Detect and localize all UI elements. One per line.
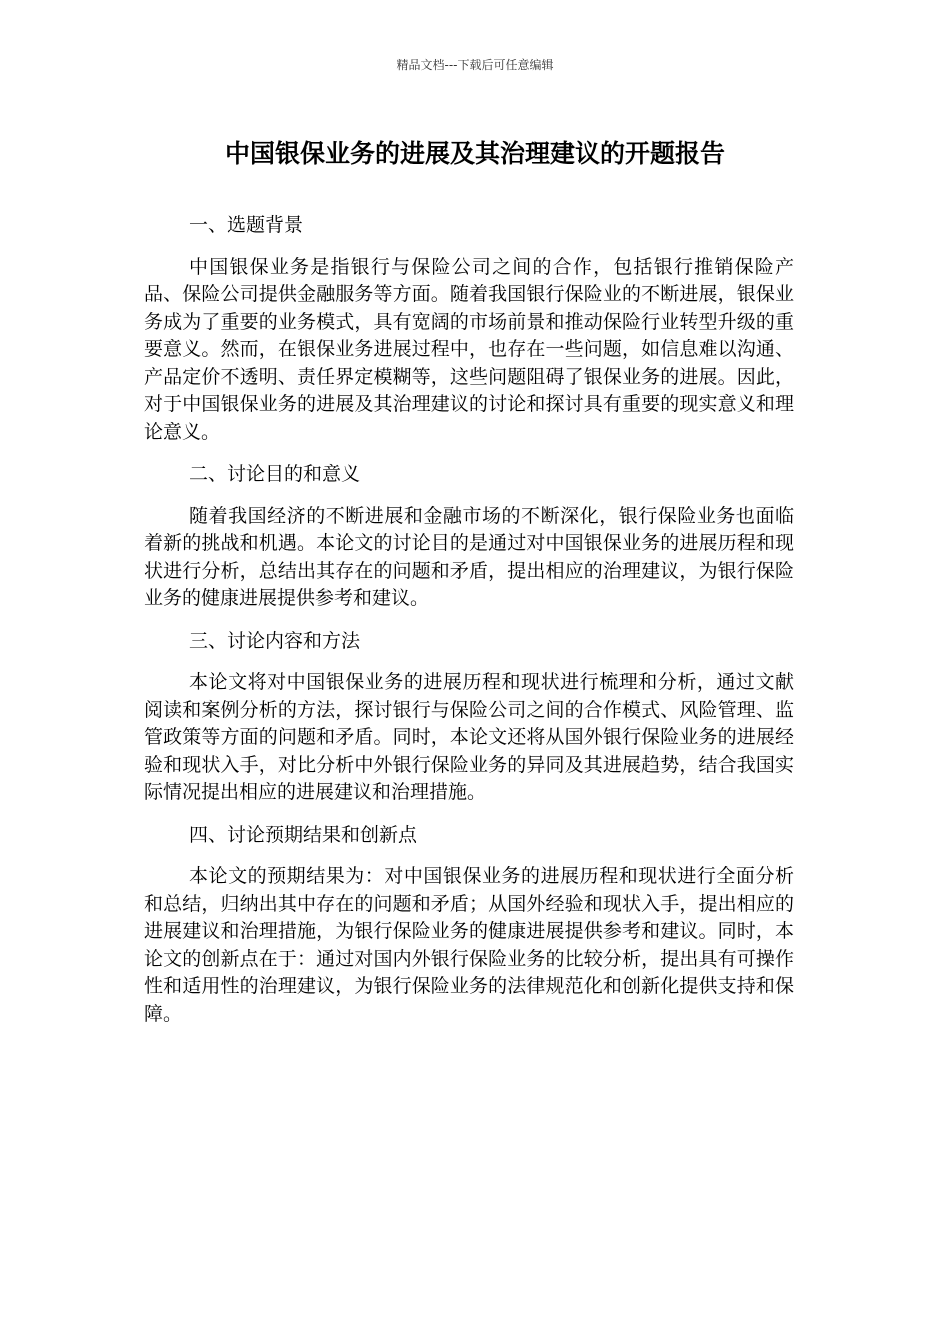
section-expected-results (144, 822, 794, 1029)
section-paragraph: 中国银保业务是指银行与保险公司之间的合作，包括银行推销保险产品、保险公司提供金融服务等方面。随着我国银行保险业的不断进展，银保业务成为了重要的业务模式，具有宽阔的市场前景和推动保险行业转型升级的重要意义。然而，在银保业务进展过程中，也存在一些问题，如信息难以沟通、产品定价不透明、责任界定模糊等，这些问题阻碍了银保业务的进展。因此，对于中国银保业务的进展及其治理建议的讨论和探讨具有重要的现实意义和理论意义。 (144, 255, 794, 443)
section-paragraph: 本论文将对中国银保业务的进展历程和现状进行梳理和分析，通过文献阅读和案例分析的方法，探讨银行与保险公司之间的合作模式、风险管理、监管政策等方面的问题和矛盾。同时，本论文还将从国外银行保险业务的进展经验和现状入手，对比分析中外银行保险业务的异同及其进展趋势，结合我国实际情况提出相应的进展建议和治理措施。 (144, 671, 794, 803)
section-heading: 四、讨论预期结果和创新点 (189, 823, 418, 846)
section-purpose (144, 461, 794, 613)
document-body (144, 212, 794, 1043)
header-note: 精品文档---下载后可任意编辑 (396, 58, 554, 72)
section-heading: 二、讨论目的和意义 (189, 463, 361, 485)
section-heading: 一、选题背景 (189, 214, 304, 236)
section-background (144, 212, 794, 446)
document-title: 中国银保业务的进展及其治理建议的开题报告 (224, 139, 725, 168)
section-heading: 三、讨论内容和方法 (189, 629, 361, 652)
section-content-method (144, 628, 794, 807)
section-paragraph: 随着我国经济的不断进展和金融市场的不断深化，银行保险业务也面临着新的挑战和机遇。本论文的讨论目的是通过对中国银保业务的进展历程和现状进行分析，总结出其存在的问题和矛盾，提出相应的治理建议，为银行保险业务的健康进展提供参考和建议。 (144, 504, 794, 609)
section-paragraph: 本论文的预期结果为：对中国银保业务的进展历程和现状进行全面分析和总结，归纳出其中存在的问题和矛盾；从国外经验和现状入手，提出相应的进展建议和治理措施，为银行保险业务的健康进展提供参考和建议。同时，本论文的创新点在于：通过对国内外银行保险业务的比较分析，提出具有可操作性和适用性的治理建议，为银行保险业务的法律规范化和创新化提供支持和保障。 (144, 865, 794, 1025)
